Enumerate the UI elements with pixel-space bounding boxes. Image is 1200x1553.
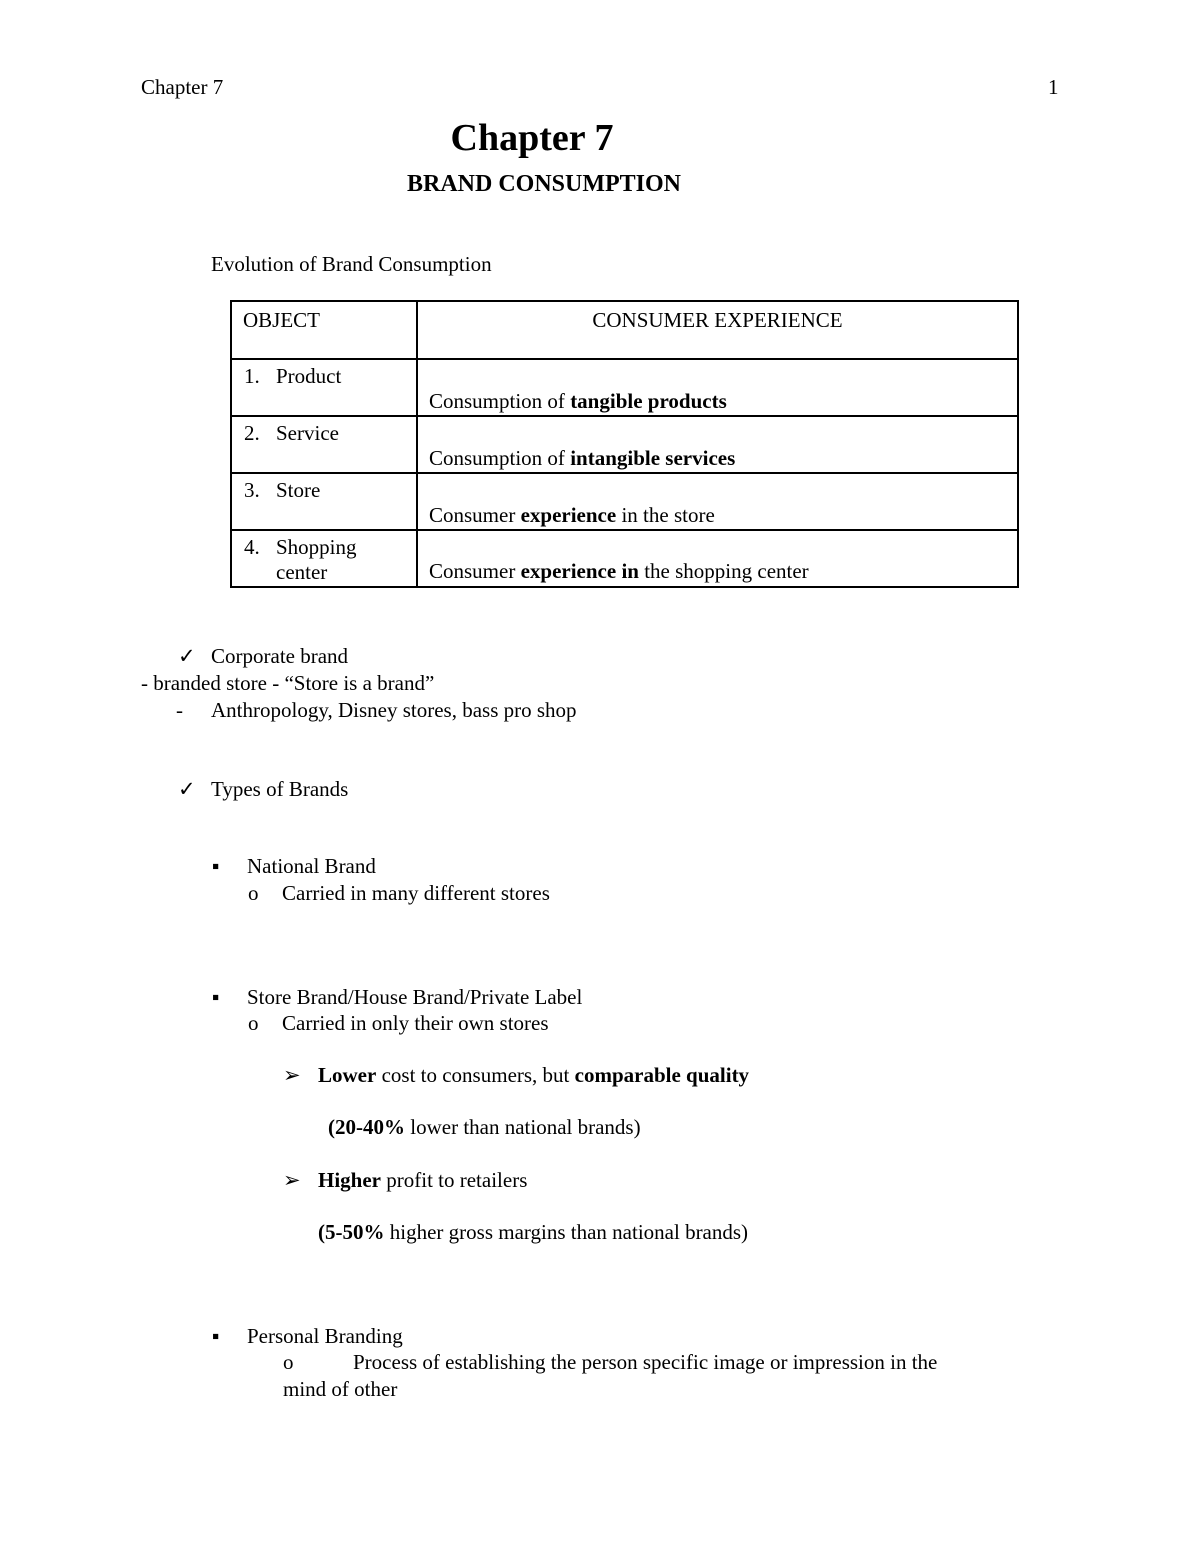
table-row: [231, 416, 1018, 473]
personal-branding-desc-line2: mind of other: [283, 1377, 398, 1401]
store-brand-point-cost: Lower cost to consumers, but comparable quality: [318, 1063, 750, 1087]
running-header-title: Chapter 7: [141, 75, 224, 99]
national-brand-desc: Carried in many different stores: [282, 881, 550, 905]
personal-branding-label: Personal Branding: [247, 1324, 403, 1348]
table-cell-experience: [417, 473, 1018, 530]
circle-bullet-icon: o: [248, 881, 259, 905]
square-bullet-icon: ▪: [212, 854, 220, 878]
experience-text: Consumption of intangible services: [429, 446, 736, 470]
square-bullet-icon: ▪: [212, 1324, 220, 1348]
table-cell-object: [231, 416, 417, 473]
row-number: 1.: [244, 364, 260, 388]
table-cell-experience: [417, 359, 1018, 416]
object-label: Product: [276, 364, 342, 388]
circle-bullet-icon: o: [248, 1011, 259, 1035]
personal-branding-desc-line1: Process of establishing the person specific image or impression in the: [353, 1350, 938, 1374]
arrow-bullet-icon: ➢: [283, 1168, 301, 1192]
page-number: 1: [1048, 75, 1059, 99]
store-brand-point-profit: Higher profit to retailers: [318, 1168, 528, 1192]
table-header-row: [231, 301, 1018, 359]
page-subtitle: BRAND CONSUMPTION: [406, 171, 681, 197]
branded-store-line: - branded store - “Store is a brand”: [141, 671, 435, 695]
store-brand-label: Store Brand/House Brand/Private Label: [247, 985, 583, 1009]
store-brand-desc: Carried in only their own stores: [282, 1011, 549, 1035]
header-object: OBJECT: [243, 308, 321, 332]
store-examples: Anthropology, Disney stores, bass pro shop: [211, 698, 577, 722]
square-bullet-icon: ▪: [212, 985, 220, 1009]
table-header-cell: [417, 301, 1018, 359]
row-number: 4.: [244, 535, 260, 559]
table-row: [231, 530, 1018, 587]
checkmark-icon: ✓: [178, 777, 196, 801]
checkmark-icon: ✓: [178, 644, 196, 668]
store-brand-note-margin: (5-50% higher gross margins than national brands): [318, 1220, 749, 1244]
store-brand-note-cost: (20-40% lower than national brands): [328, 1115, 641, 1139]
table-cell-object: [231, 473, 417, 530]
dash-bullet: -: [176, 698, 183, 722]
table-row: [231, 473, 1018, 530]
experience-text: Consumer experience in the store: [429, 503, 715, 527]
object-label: Service: [276, 421, 339, 445]
experience-text: Consumer experience in the shopping center: [429, 559, 809, 583]
page-title: Chapter 7: [450, 117, 614, 159]
header-consumer-experience: CONSUMER EXPERIENCE: [592, 308, 843, 332]
table-cell-experience: [417, 416, 1018, 473]
table-cell-object: [231, 359, 417, 416]
table-row: [231, 359, 1018, 416]
types-of-brands-label: Types of Brands: [211, 777, 349, 801]
table-cell-experience: [417, 530, 1018, 587]
experience-text: Consumption of tangible products: [429, 389, 727, 413]
object-label: Store: [276, 478, 321, 502]
evolution-table: [230, 300, 1019, 588]
section-heading: Evolution of Brand Consumption: [211, 252, 492, 276]
corporate-brand-label: Corporate brand: [211, 644, 349, 668]
circle-bullet-icon: o: [283, 1350, 294, 1374]
arrow-bullet-icon: ➢: [283, 1063, 301, 1087]
object-label: Shopping center: [276, 535, 357, 585]
row-number: 3.: [244, 478, 260, 502]
table-header-cell: [231, 301, 417, 359]
row-number: 2.: [244, 421, 260, 445]
table-cell-object: [231, 530, 417, 587]
national-brand-label: National Brand: [247, 854, 376, 878]
